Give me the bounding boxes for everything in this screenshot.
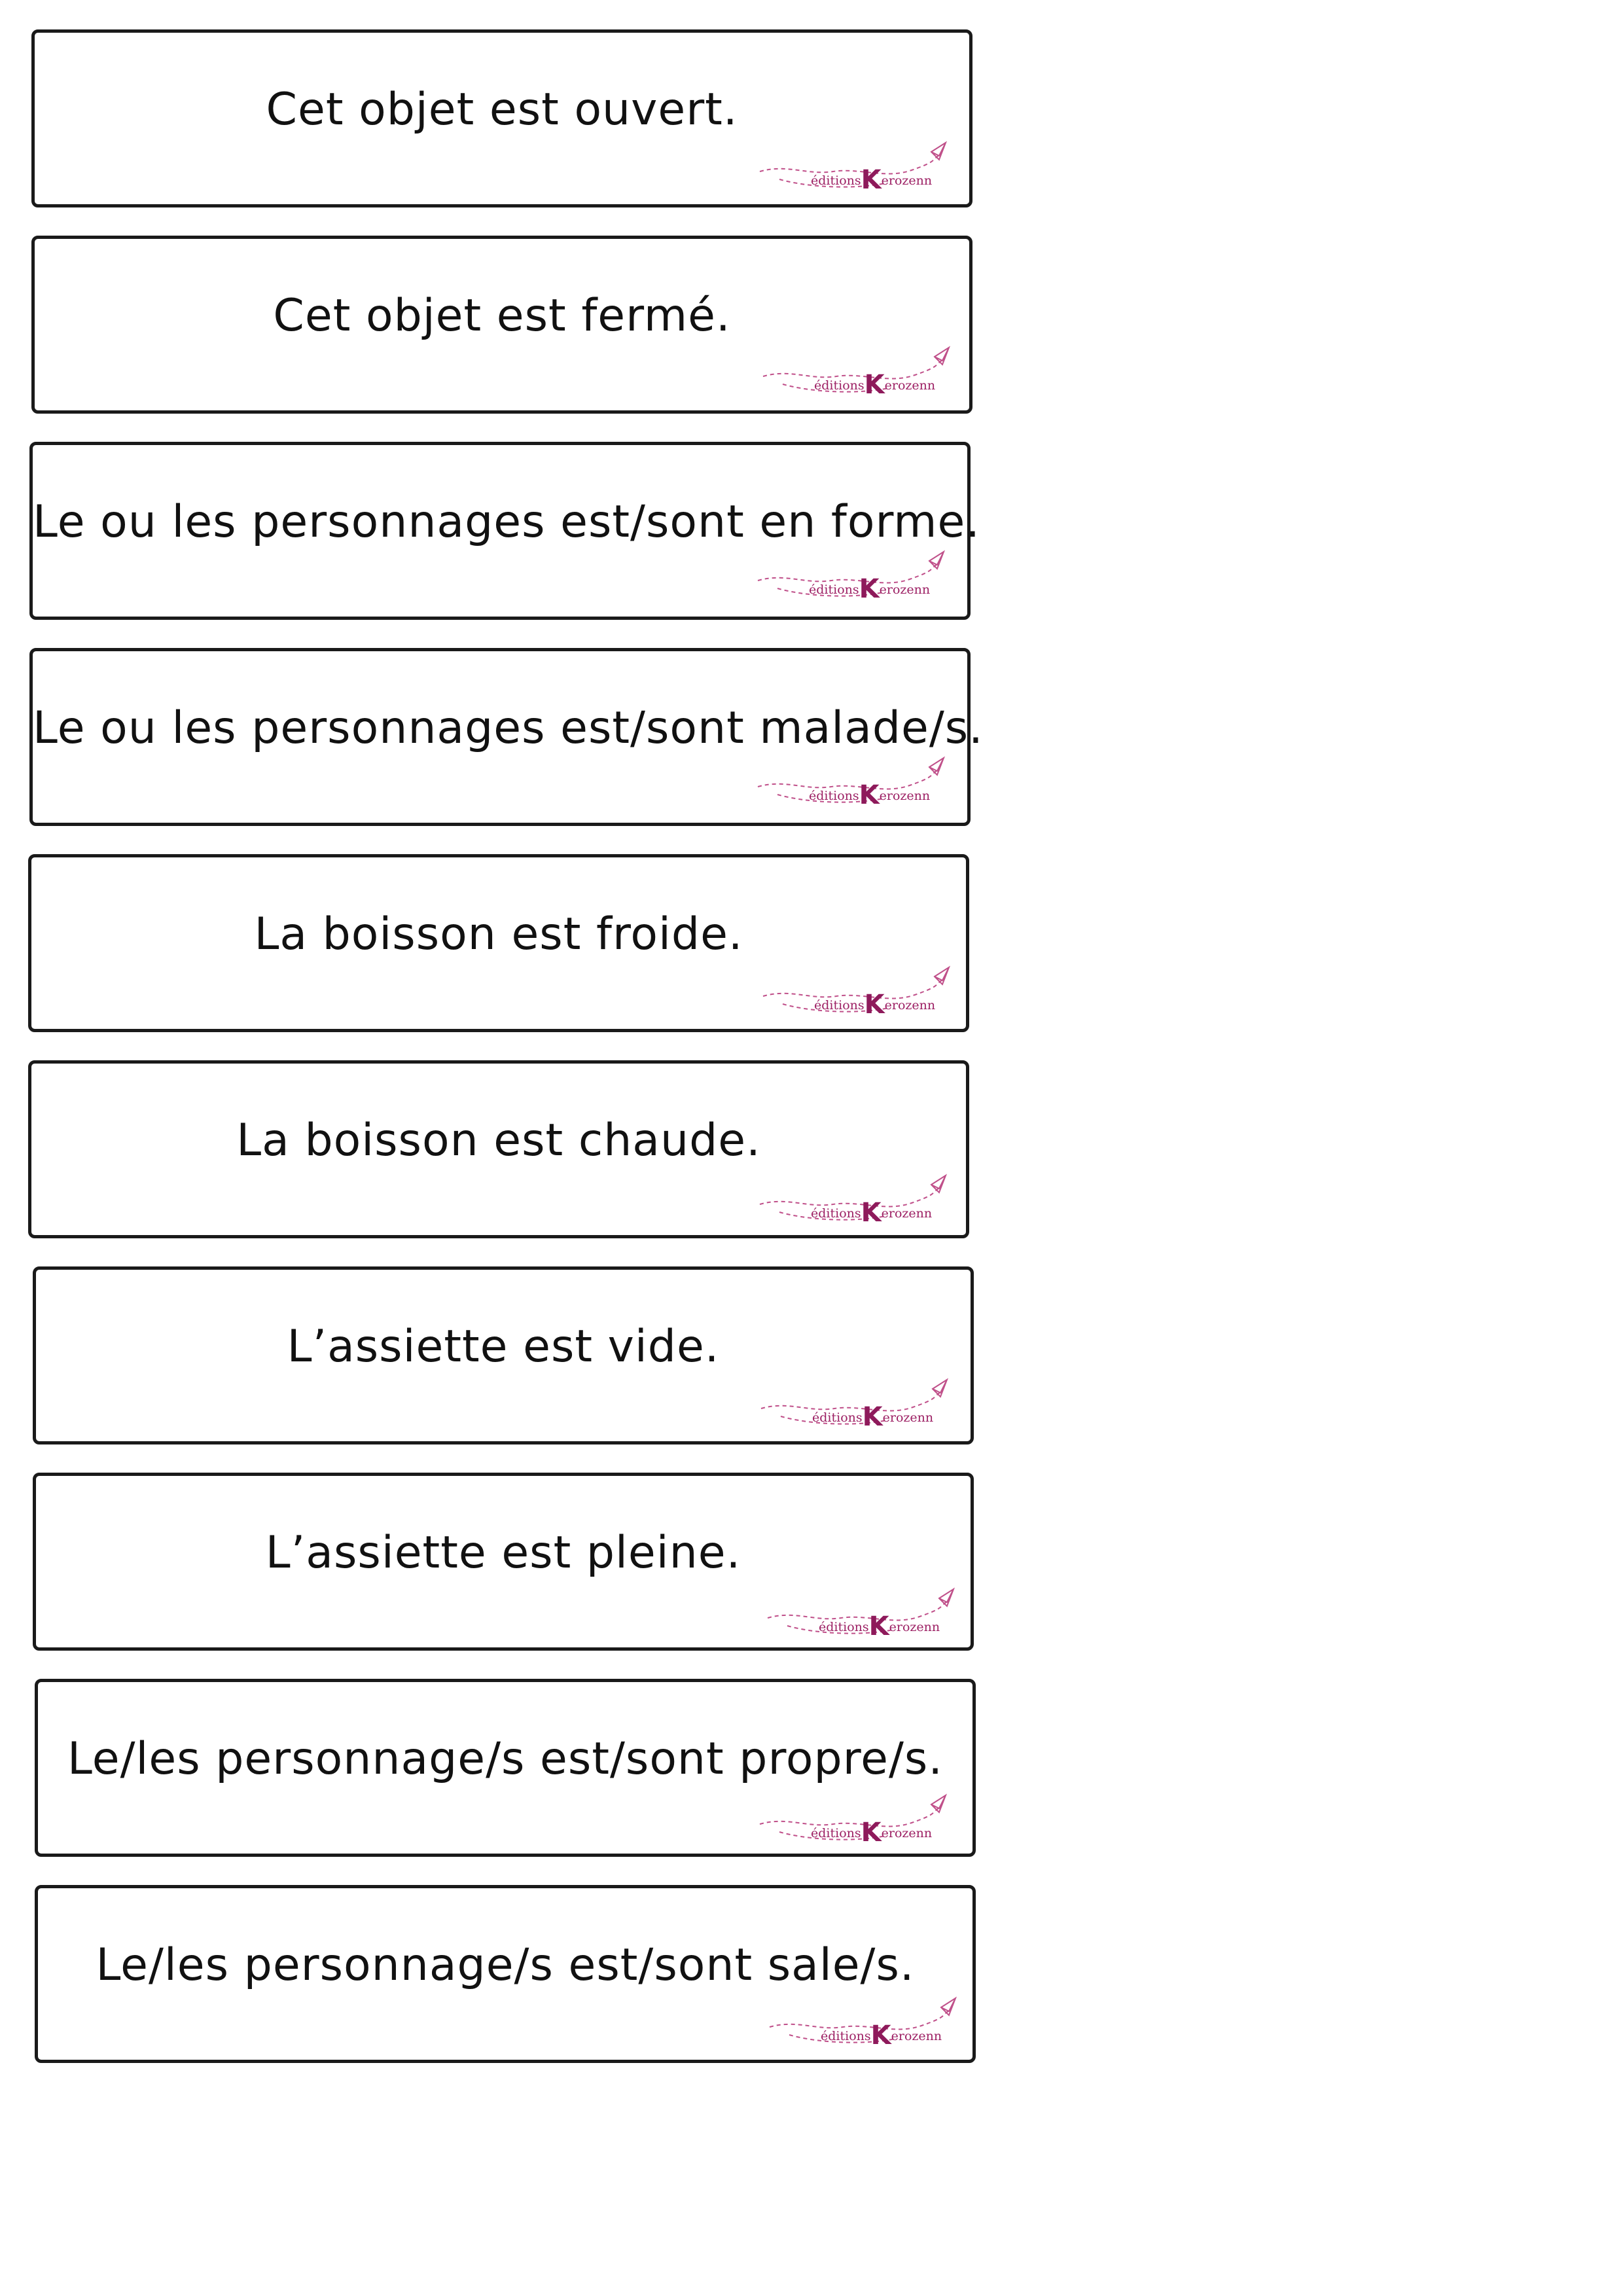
- logo-suffix: erozenn: [882, 1410, 934, 1425]
- card-text: L’assiette est pleine.: [265, 1527, 741, 1579]
- logo-initial: K: [859, 780, 880, 810]
- card-chaude: [28, 1060, 969, 1238]
- logo-suffix: erozenn: [881, 173, 933, 188]
- card-text: La boisson est chaude.: [236, 1115, 761, 1166]
- card-en-forme: [29, 442, 980, 620]
- logo-prefix: éditions: [809, 583, 859, 597]
- logo-prefix: éditions: [821, 2029, 871, 2043]
- logo-prefix: éditions: [814, 378, 865, 393]
- kerozenn-logo: [758, 342, 954, 401]
- card-sale: [35, 1885, 976, 2063]
- logo-prefix: éditions: [811, 173, 861, 188]
- logo-suffix: erozenn: [881, 1826, 933, 1840]
- card-text: Le ou les personnages est/sont malade/s.: [33, 702, 984, 754]
- logo-initial: K: [861, 165, 882, 195]
- card-text: Le/les personnage/s est/sont propre/s.: [67, 1733, 943, 1785]
- logo-initial: K: [862, 1402, 883, 1432]
- kerozenn-logo: [755, 137, 951, 196]
- logo-prefix: éditions: [812, 1410, 863, 1425]
- card-text: La boisson est froide.: [254, 908, 743, 960]
- kerozenn-logo: [755, 1790, 951, 1849]
- logo-prefix: éditions: [811, 1206, 861, 1221]
- logo-suffix: erozenn: [891, 2029, 942, 2043]
- logo-suffix: erozenn: [889, 1620, 940, 1634]
- card-text: L’assiette est vide.: [287, 1321, 720, 1372]
- card-text: Cet objet est fermé.: [273, 290, 731, 342]
- card-ouvert: [31, 29, 972, 207]
- card-text: Cet objet est ouvert.: [266, 84, 738, 135]
- card-propre: [35, 1679, 976, 1857]
- card-malade: [29, 648, 984, 826]
- logo-initial: K: [864, 370, 885, 400]
- kerozenn-logo: [753, 753, 949, 812]
- card-ferme: [31, 236, 972, 414]
- logo-suffix: erozenn: [879, 789, 931, 803]
- logo-initial: K: [870, 2020, 891, 2051]
- logo-initial: K: [864, 990, 885, 1020]
- logo-initial: K: [861, 1818, 882, 1848]
- logo-suffix: erozenn: [881, 1206, 933, 1221]
- card-vide: [33, 1266, 974, 1444]
- logo-prefix: éditions: [809, 789, 859, 803]
- kerozenn-logo: [762, 1584, 959, 1643]
- logo-suffix: erozenn: [884, 998, 936, 1013]
- card-text: Le/les personnage/s est/sont sale/s.: [96, 1939, 915, 1991]
- logo-suffix: erozenn: [884, 378, 936, 393]
- logo-suffix: erozenn: [879, 583, 931, 597]
- kerozenn-logo: [755, 1170, 951, 1229]
- kerozenn-logo: [753, 547, 949, 605]
- kerozenn-logo: [758, 962, 954, 1021]
- card-pleine: [33, 1473, 974, 1651]
- logo-prefix: éditions: [819, 1620, 869, 1634]
- card-froide: [28, 854, 969, 1032]
- kerozenn-logo: [756, 1374, 952, 1433]
- card-text: Le ou les personnages est/sont en forme.: [33, 496, 980, 548]
- logo-prefix: éditions: [811, 1826, 861, 1840]
- logo-initial: K: [868, 1611, 889, 1641]
- logo-initial: K: [859, 574, 880, 604]
- logo-initial: K: [861, 1198, 882, 1228]
- logo-prefix: éditions: [814, 998, 865, 1013]
- kerozenn-logo: [764, 1993, 961, 2052]
